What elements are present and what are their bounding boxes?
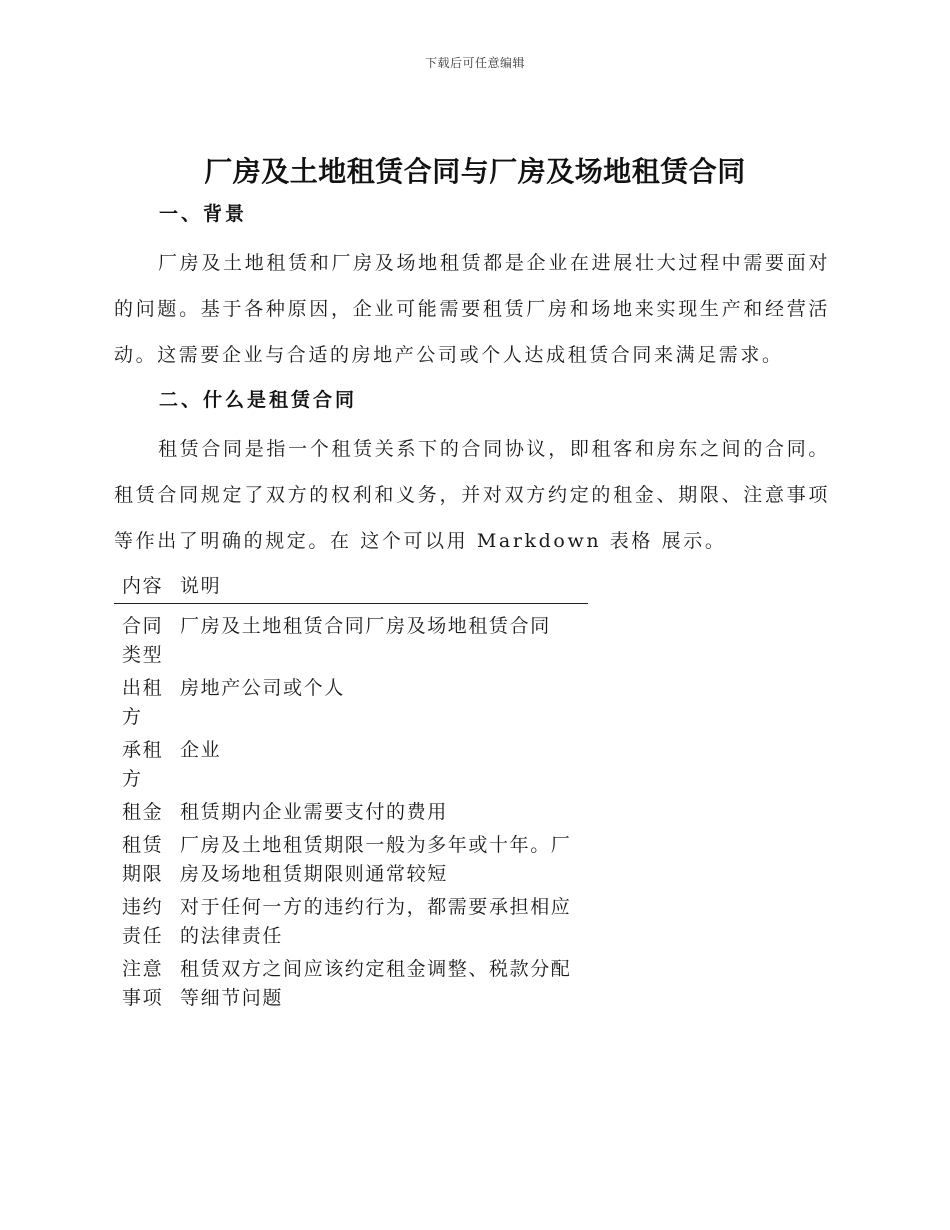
section-heading-lease-contract: 二、什么是租赁合同 [159, 389, 358, 411]
table-header-content: 内容 [122, 575, 164, 597]
table-cell-value: 对于任何一方的违约行为，都需要承担相应的法律责任 [180, 896, 572, 947]
document-title: 厂房及土地租赁合同与厂房及场地租赁合同 [204, 155, 746, 188]
header-note: 下载后可任意编辑 [424, 56, 525, 70]
table-cell-label: 出租方 [122, 677, 164, 728]
table-cell-label: 租赁期限 [122, 834, 164, 885]
table-cell-label: 合同类型 [122, 615, 164, 666]
table-cell-value: 房地产公司或个人 [180, 677, 345, 699]
table-cell-value: 厂房及土地租赁期限一般为多年或十年。厂房及场地租赁期限则通常较短 [180, 834, 572, 885]
table-row [114, 955, 588, 1013]
table-cell-label: 租金 [122, 801, 164, 823]
contract-info-table [114, 572, 588, 1017]
table-header-row [114, 572, 588, 604]
paragraph-lease-contract: 租赁合同是指一个租赁关系下的合同协议，即租客和房东之间的合同。租赁合同规定了双方的权利和义务，并对双方约定的租金、期限、注意事项等作出了明确的规定。在 这个可以用 Markdown 表格 展示。 [114, 438, 830, 552]
table-cell-label: 承租方 [122, 739, 164, 790]
table-cell-label: 注意事项 [122, 958, 164, 1009]
table-row [114, 612, 588, 670]
table-cell-value: 租赁期内企业需要支付的费用 [180, 801, 448, 823]
table-row [114, 798, 588, 827]
paragraph-background: 厂房及土地租赁和厂房及场地租赁都是企业在进展壮大过程中需要面对的问题。基于各种原因，企业可能需要租赁厂房和场地来实现生产和经营活动。这需要企业与合适的房地产公司或个人达成租赁合同来满足需求。 [114, 252, 830, 366]
table-cell-value: 租赁双方之间应该约定租金调整、税款分配等细节问题 [180, 958, 572, 1009]
table-cell-value: 厂房及土地租赁合同厂房及场地租赁合同 [180, 615, 551, 637]
table-row [114, 736, 588, 794]
section-heading-background: 一、背景 [159, 203, 248, 225]
table-cell-value: 企业 [180, 739, 222, 761]
table-cell-label: 违约责任 [122, 896, 164, 947]
table-row [114, 674, 588, 732]
table-header-description: 说明 [180, 575, 222, 597]
table-row [114, 893, 588, 951]
table-row [114, 831, 588, 889]
